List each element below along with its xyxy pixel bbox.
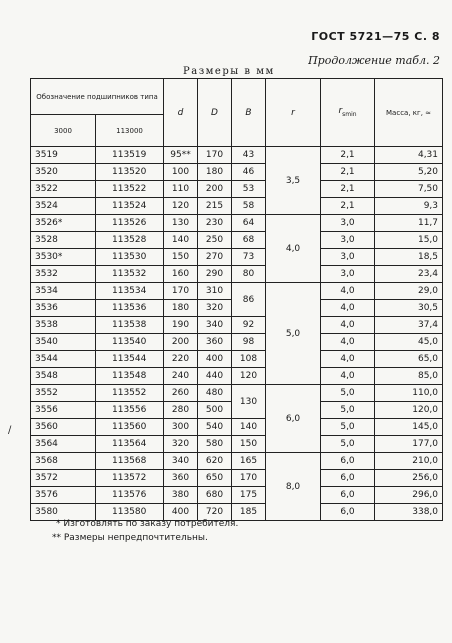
cell-type-a: 3524	[31, 198, 96, 215]
cell-B: 64	[232, 215, 266, 232]
cell-D: 170	[198, 147, 232, 164]
header-rsmin-sub: smin	[342, 110, 357, 118]
cell-D: 580	[198, 436, 232, 453]
cell-type-a: 3560	[31, 419, 96, 436]
cell-rsmin: 6,0	[321, 470, 375, 487]
cell-D: 540	[198, 419, 232, 436]
cell-D: 680	[198, 487, 232, 504]
header-mass: Масса, кг, ≈	[375, 79, 443, 147]
table-row	[31, 334, 443, 351]
cell-B: 165	[232, 453, 266, 470]
cell-type-b: 113552	[96, 385, 164, 402]
cell-rsmin: 4,0	[321, 317, 375, 334]
cell-type-a: 3556	[31, 402, 96, 419]
cell-type-a: 3522	[31, 181, 96, 198]
cell-mass: 11,7	[375, 215, 443, 232]
cell-rsmin: 5,0	[321, 385, 375, 402]
cell-type-b: 113568	[96, 453, 164, 470]
table-row	[31, 436, 443, 453]
cell-type-b: 113520	[96, 164, 164, 181]
units-caption: Размеры в мм	[183, 66, 275, 77]
cell-type-b: 113528	[96, 232, 164, 249]
table-row	[31, 249, 443, 266]
cell-B: 43	[232, 147, 266, 164]
cell-type-a: 3536	[31, 300, 96, 317]
cell-type-b: 113560	[96, 419, 164, 436]
cell-type-a: 3568	[31, 453, 96, 470]
cell-d: 220	[164, 351, 198, 368]
cell-B: 108	[232, 351, 266, 368]
cell-mass: 18,5	[375, 249, 443, 266]
document-code: ГОСТ 5721—75 С. 8	[311, 30, 440, 43]
cell-D: 480	[198, 385, 232, 402]
cell-type-a: 3538	[31, 317, 96, 334]
cell-D: 500	[198, 402, 232, 419]
cell-type-b: 113544	[96, 351, 164, 368]
cell-d: 150	[164, 249, 198, 266]
cell-d: 360	[164, 470, 198, 487]
cell-mass: 4,31	[375, 147, 443, 164]
table-row	[31, 351, 443, 368]
cell-type-a: 3526*	[31, 215, 96, 232]
cell-B: 98	[232, 334, 266, 351]
designation-header: Обозначение подшипников типа	[31, 79, 164, 115]
cell-d: 380	[164, 487, 198, 504]
table-row	[31, 453, 443, 470]
cell-rsmin: 5,0	[321, 402, 375, 419]
cell-d: 190	[164, 317, 198, 334]
cell-d: 130	[164, 215, 198, 232]
cell-d: 280	[164, 402, 198, 419]
header-r: r	[266, 79, 321, 147]
cell-r: 8,0	[266, 453, 321, 521]
cell-mass: 296,0	[375, 487, 443, 504]
cell-D: 250	[198, 232, 232, 249]
footnote-1: * Изготовлять по заказу потребителя.	[56, 519, 239, 529]
cell-mass: 7,50	[375, 181, 443, 198]
cell-rsmin: 4,0	[321, 283, 375, 300]
cell-mass: 177,0	[375, 436, 443, 453]
cell-D: 230	[198, 215, 232, 232]
cell-mass: 37,4	[375, 317, 443, 334]
cell-rsmin: 5,0	[321, 419, 375, 436]
cell-type-a: 3552	[31, 385, 96, 402]
cell-type-a: 3564	[31, 436, 96, 453]
cell-D: 440	[198, 368, 232, 385]
cell-rsmin: 3,0	[321, 232, 375, 249]
cell-type-b: 113534	[96, 283, 164, 300]
cell-type-a: 3572	[31, 470, 96, 487]
margin-mark: /	[8, 425, 12, 436]
cell-D: 310	[198, 283, 232, 300]
cell-D: 270	[198, 249, 232, 266]
cell-type-b: 113524	[96, 198, 164, 215]
cell-d: 95**	[164, 147, 198, 164]
cell-mass: 85,0	[375, 368, 443, 385]
cell-mass: 29,0	[375, 283, 443, 300]
table-row	[31, 385, 443, 402]
cell-rsmin: 4,0	[321, 300, 375, 317]
cell-r: 5,0	[266, 283, 321, 385]
table-row	[31, 198, 443, 215]
cell-D: 320	[198, 300, 232, 317]
cell-B: 120	[232, 368, 266, 385]
cell-d: 180	[164, 300, 198, 317]
cell-rsmin: 5,0	[321, 436, 375, 453]
cell-type-a: 3532	[31, 266, 96, 283]
table-row	[31, 470, 443, 487]
cell-d: 340	[164, 453, 198, 470]
cell-B: 46	[232, 164, 266, 181]
cell-B-merged: 86	[232, 283, 266, 317]
table-row	[31, 368, 443, 385]
cell-rsmin: 6,0	[321, 487, 375, 504]
cell-d: 200	[164, 334, 198, 351]
cell-d: 240	[164, 368, 198, 385]
cell-r: 6,0	[266, 385, 321, 453]
cell-B: 170	[232, 470, 266, 487]
cell-rsmin: 3,0	[321, 249, 375, 266]
table-row	[31, 317, 443, 334]
table-row	[31, 147, 443, 164]
cell-mass: 120,0	[375, 402, 443, 419]
cell-type-a: 3580	[31, 504, 96, 521]
cell-mass: 65,0	[375, 351, 443, 368]
cell-rsmin: 2,1	[321, 198, 375, 215]
cell-mass: 45,0	[375, 334, 443, 351]
header-type-a: 3000	[31, 115, 96, 147]
cell-rsmin: 3,0	[321, 215, 375, 232]
cell-type-b: 113532	[96, 266, 164, 283]
cell-type-a: 3530*	[31, 249, 96, 266]
table-row	[31, 215, 443, 232]
cell-rsmin: 6,0	[321, 453, 375, 470]
cell-mass: 23,4	[375, 266, 443, 283]
cell-mass: 338,0	[375, 504, 443, 521]
header-rsmin	[321, 79, 375, 147]
table-row	[31, 504, 443, 521]
cell-B: 185	[232, 504, 266, 521]
cell-rsmin: 2,1	[321, 164, 375, 181]
cell-rsmin: 4,0	[321, 351, 375, 368]
table-row	[31, 232, 443, 249]
cell-type-b: 113580	[96, 504, 164, 521]
table-row	[31, 283, 443, 300]
cell-B: 150	[232, 436, 266, 453]
bearing-table	[30, 78, 443, 521]
cell-mass: 5,20	[375, 164, 443, 181]
cell-D: 360	[198, 334, 232, 351]
cell-type-b: 113538	[96, 317, 164, 334]
cell-mass: 145,0	[375, 419, 443, 436]
cell-type-a: 3540	[31, 334, 96, 351]
cell-d: 400	[164, 504, 198, 521]
cell-type-b: 113522	[96, 181, 164, 198]
header-type-b: 113000	[96, 115, 164, 147]
cell-type-a: 3548	[31, 368, 96, 385]
cell-d: 320	[164, 436, 198, 453]
cell-D: 400	[198, 351, 232, 368]
cell-D: 620	[198, 453, 232, 470]
cell-rsmin: 3,0	[321, 266, 375, 283]
cell-mass: 15,0	[375, 232, 443, 249]
header-d: d	[164, 79, 198, 147]
cell-type-b: 113540	[96, 334, 164, 351]
table-row	[31, 419, 443, 436]
cell-B: 80	[232, 266, 266, 283]
cell-D: 215	[198, 198, 232, 215]
cell-type-b: 113526	[96, 215, 164, 232]
cell-d: 170	[164, 283, 198, 300]
cell-D: 180	[198, 164, 232, 181]
table-row	[31, 487, 443, 504]
cell-r: 4,0	[266, 215, 321, 283]
cell-B: 58	[232, 198, 266, 215]
cell-type-b: 113556	[96, 402, 164, 419]
cell-d: 160	[164, 266, 198, 283]
cell-mass: 210,0	[375, 453, 443, 470]
cell-mass: 110,0	[375, 385, 443, 402]
cell-mass: 30,5	[375, 300, 443, 317]
cell-type-b: 113572	[96, 470, 164, 487]
cell-D: 200	[198, 181, 232, 198]
cell-type-a: 3544	[31, 351, 96, 368]
header-D: D	[198, 79, 232, 147]
cell-type-a: 3520	[31, 164, 96, 181]
cell-rsmin: 2,1	[321, 147, 375, 164]
cell-D: 340	[198, 317, 232, 334]
footnote-2: ** Размеры непредпочтительны.	[52, 533, 208, 543]
cell-rsmin: 4,0	[321, 368, 375, 385]
cell-rsmin: 2,1	[321, 181, 375, 198]
cell-B: 92	[232, 317, 266, 334]
table-continuation: Продолжение табл. 2	[308, 54, 440, 67]
cell-B: 140	[232, 419, 266, 436]
cell-d: 300	[164, 419, 198, 436]
cell-d: 140	[164, 232, 198, 249]
cell-rsmin: 6,0	[321, 504, 375, 521]
cell-type-b: 113548	[96, 368, 164, 385]
cell-D: 650	[198, 470, 232, 487]
cell-d: 260	[164, 385, 198, 402]
cell-type-a: 3534	[31, 283, 96, 300]
cell-r: 3,5	[266, 147, 321, 215]
cell-D: 720	[198, 504, 232, 521]
cell-B: 53	[232, 181, 266, 198]
table-body	[31, 147, 443, 521]
cell-mass: 256,0	[375, 470, 443, 487]
cell-type-a: 3519	[31, 147, 96, 164]
cell-type-b: 113564	[96, 436, 164, 453]
table-row	[31, 181, 443, 198]
table-row	[31, 266, 443, 283]
cell-type-a: 3576	[31, 487, 96, 504]
cell-B: 68	[232, 232, 266, 249]
header-B: B	[232, 79, 266, 147]
cell-D: 290	[198, 266, 232, 283]
cell-B: 73	[232, 249, 266, 266]
cell-mass: 9,3	[375, 198, 443, 215]
cell-type-b: 113536	[96, 300, 164, 317]
cell-B: 175	[232, 487, 266, 504]
header-rsmin-main: r	[338, 105, 343, 116]
cell-type-b: 113519	[96, 147, 164, 164]
cell-type-b: 113576	[96, 487, 164, 504]
table-row	[31, 164, 443, 181]
cell-B-merged: 130	[232, 385, 266, 419]
cell-d: 110	[164, 181, 198, 198]
cell-type-b: 113530	[96, 249, 164, 266]
cell-d: 120	[164, 198, 198, 215]
cell-type-a: 3528	[31, 232, 96, 249]
cell-d: 100	[164, 164, 198, 181]
cell-rsmin: 4,0	[321, 334, 375, 351]
